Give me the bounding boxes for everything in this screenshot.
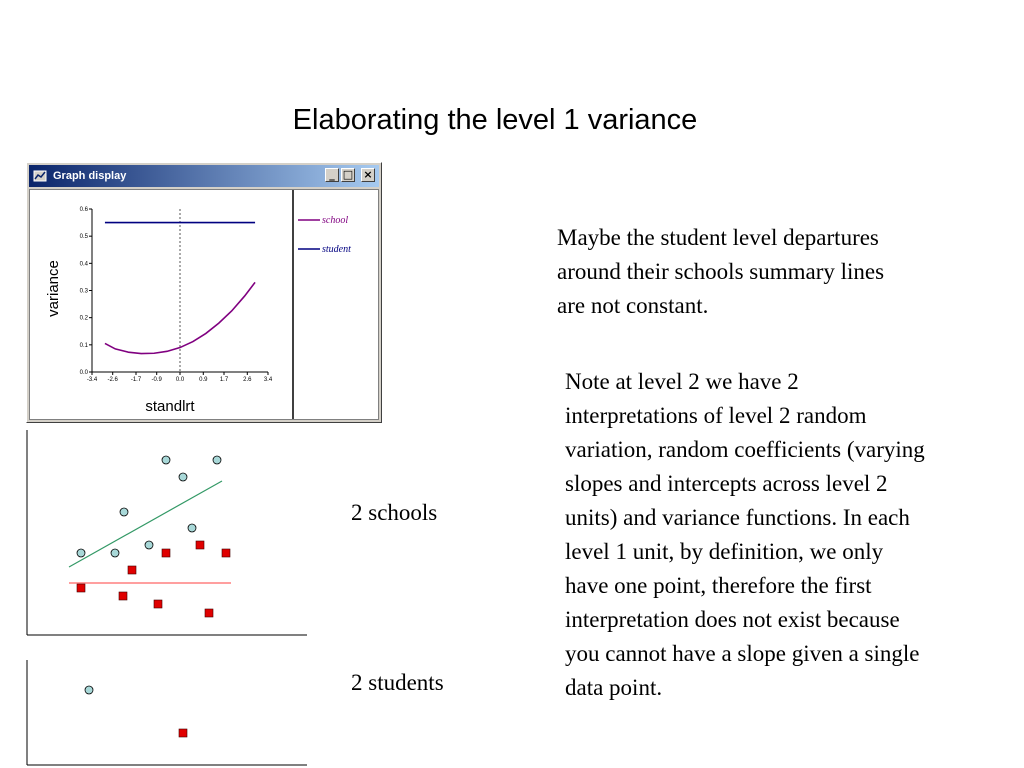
maximize-button[interactable]: □: [342, 168, 354, 181]
data-point-square: [128, 566, 136, 574]
y-tick-label: 0.4: [79, 261, 88, 268]
data-point-circle: [188, 524, 196, 532]
paragraph-line: Note at level 2 we have 2: [565, 369, 799, 394]
y-tick-label: 0.3: [79, 288, 88, 295]
paragraph-line: have one point, therefore the first: [565, 573, 872, 598]
paragraph-line: data point.: [565, 675, 663, 700]
y-tick-label: 0.6: [79, 207, 88, 213]
x-tick-label: 0.9: [199, 377, 208, 383]
caption-two-students: 2 students: [351, 670, 444, 695]
graph-display-window[interactable]: [26, 162, 382, 423]
data-point-square: [205, 609, 213, 617]
legend-label-school: school: [322, 215, 349, 226]
data-point-circle: [162, 456, 170, 464]
y-axis-label: variance: [45, 260, 62, 317]
minimize-button[interactable]: _: [325, 168, 339, 182]
data-point-circle: [111, 549, 119, 557]
y-tick-label: 0.2: [79, 315, 88, 322]
x-tick-label: -3.4: [86, 377, 98, 383]
paragraph-line: interpretations of level 2 random: [565, 403, 867, 428]
x-tick-label: 3.4: [263, 377, 273, 383]
paragraph-line: interpretation does not exist because: [565, 607, 900, 632]
x-tick-label: -0.9: [151, 377, 162, 383]
x-tick-label: -2.6: [107, 377, 118, 383]
paragraph-level2-note: [565, 365, 925, 705]
data-point-circle: [77, 549, 85, 557]
x-tick-label: 1.7: [219, 377, 229, 383]
paragraph-line: around their schools summary lines: [557, 259, 885, 284]
paragraph-line: are not constant.: [557, 293, 709, 318]
x-tick-label: 2.6: [243, 377, 252, 383]
data-point-circle: [145, 541, 153, 549]
two-students-diagram: [26, 660, 308, 766]
paragraph-line: you cannot have a slope given a single: [565, 641, 920, 666]
data-point-square: [119, 592, 127, 600]
data-point-circle: [179, 473, 187, 481]
x-tick-label: 0.0: [175, 377, 185, 383]
graph-icon: [33, 169, 47, 183]
data-point-square: [179, 729, 187, 737]
graph-client-area: [29, 189, 379, 420]
variance-chart: [30, 190, 379, 420]
paragraph-variance-question: [557, 221, 884, 323]
x-tick-label: -1.7: [130, 377, 142, 383]
data-point-circle: [85, 686, 93, 694]
paragraph-line: units) and variance functions. In each: [565, 505, 910, 530]
data-point-square: [162, 549, 170, 557]
paragraph-line: Maybe the student level departures: [557, 225, 879, 250]
slide-title: Elaborating the level 1 variance: [292, 104, 698, 136]
paragraph-line: slopes and intercepts across level 2: [565, 471, 888, 496]
data-point-square: [77, 584, 85, 592]
data-point-circle: [120, 508, 128, 516]
data-point-square: [196, 541, 204, 549]
y-tick-label: 0.0: [79, 370, 88, 376]
fit-line: [69, 481, 222, 567]
paragraph-line: level 1 unit, by definition, we only: [565, 539, 884, 564]
caption-two-schools: 2 schools: [351, 500, 438, 525]
y-tick-label: 0.1: [79, 342, 88, 349]
data-point-square: [154, 600, 162, 608]
data-point-circle: [213, 456, 221, 464]
data-point-square: [222, 549, 230, 557]
window-title: Graph display: [53, 170, 127, 182]
two-schools-diagram: [26, 430, 308, 636]
legend-label-student: student: [322, 244, 351, 255]
close-button[interactable]: ×: [361, 168, 375, 182]
x-axis-label: standlrt: [145, 398, 195, 415]
y-tick-label: 0.5: [79, 234, 88, 241]
window-titlebar[interactable]: [29, 165, 379, 187]
paragraph-line: variation, random coefficients (varying: [565, 437, 925, 462]
